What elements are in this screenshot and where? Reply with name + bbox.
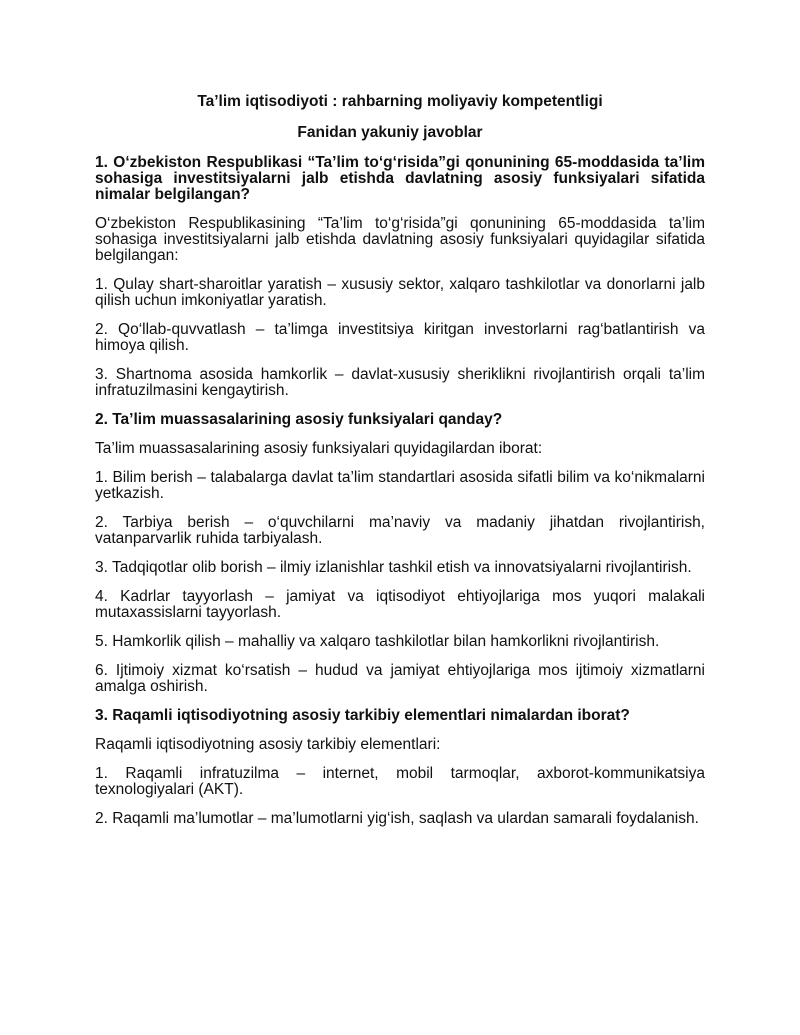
answer-item: 5. Hamkorlik qilish – mahalliy va xalqaro tashkilotlar bilan hamkorlikni rivojlantirish.: [95, 633, 660, 650]
answer-item: 2. Tarbiya berish – o‘quvchilarni ma’naviy va madaniy jihatdan rivojlantirish, vatanparvarlik ruhida tarbiyalash.: [95, 514, 705, 547]
answer-item: 4. Kadrlar tayyorlash – jamiyat va iqtisodiyot ehtiyojlariga mos yuqori malakali mutaxassislarni tayyorlash.: [95, 588, 705, 621]
answer-item: 1. Raqamli infratuzilma – internet, mobil tarmoqlar, axborot-kommunikatsiya texnologiyalari (AKT).: [95, 765, 705, 798]
question-3: 3. Raqamli iqtisodiyotning asosiy tarkibiy elementlari nimalardan iborat?: [95, 707, 630, 724]
question-2: 2. Ta’lim muassasalarining asosiy funksiyalari qanday?: [95, 411, 503, 428]
answer-item: 3. Shartnoma asosida hamkorlik – davlat-xususiy sheriklikni rivojlantirish orqali ta’lim infratuzilmasini kengaytirish.: [95, 366, 705, 399]
answer-intro-2: Ta’lim muassasalarining asosiy funksiyalari quyidagilardan iborat:: [95, 440, 543, 457]
document-subtitle: Fanidan yakuniy javoblar: [297, 124, 483, 141]
answer-item: 1. Bilim berish – talabalarga davlat ta’lim standartlari asosida sifatli bilim va ko‘nikmalarni yetkazish.: [95, 469, 705, 502]
answer-item: 1. Qulay shart-sharoitlar yaratish – xususiy sektor, xalqaro tashkilotlar va donorlarni jalb qilish uchun imkoniyatlar yaratish.: [95, 276, 705, 309]
answer-item: 3. Tadqiqotlar olib borish – ilmiy izlanishlar tashkil etish va innovatsiyalarni rivojlantirish.: [95, 559, 692, 576]
answer-intro-3: Raqamli iqtisodiyotning asosiy tarkibiy elementlari:: [95, 736, 441, 753]
answer-intro-1: O‘zbekiston Respublikasining “Ta’lim to‘g‘risida”gi qonunining 65-moddasida ta’lim sohasiga investitsiyalarni jalb etishda davlatning asosiy funksiyalari quyidagilar sifatida belgilangan:: [95, 215, 705, 264]
answer-item: 2. Raqamli ma’lumotlar – ma’lumotlarni yig‘ish, saqlash va ulardan samarali foydalanish.: [95, 810, 699, 827]
answer-item: 2. Qo‘llab-quvvatlash – ta’limga investitsiya kiritgan investorlarni rag‘batlantirish va himoya qilish.: [95, 321, 705, 354]
answer-item: 6. Ijtimoiy xizmat ko‘rsatish – hudud va jamiyat ehtiyojlariga mos ijtimoiy xizmatlarni amalga oshirish.: [95, 662, 705, 695]
question-1: 1. O‘zbekiston Respublikasi “Ta’lim to‘g‘risida”gi qonunining 65-moddasida ta’lim sohasiga investitsiyalarni jalb etishda davlatning asosiy funksiyalari sifatida nimalar belgilangan?: [95, 154, 705, 203]
document-title: Ta’lim iqtisodiyoti : rahbarning moliyaviy kompetentligi: [197, 93, 603, 110]
